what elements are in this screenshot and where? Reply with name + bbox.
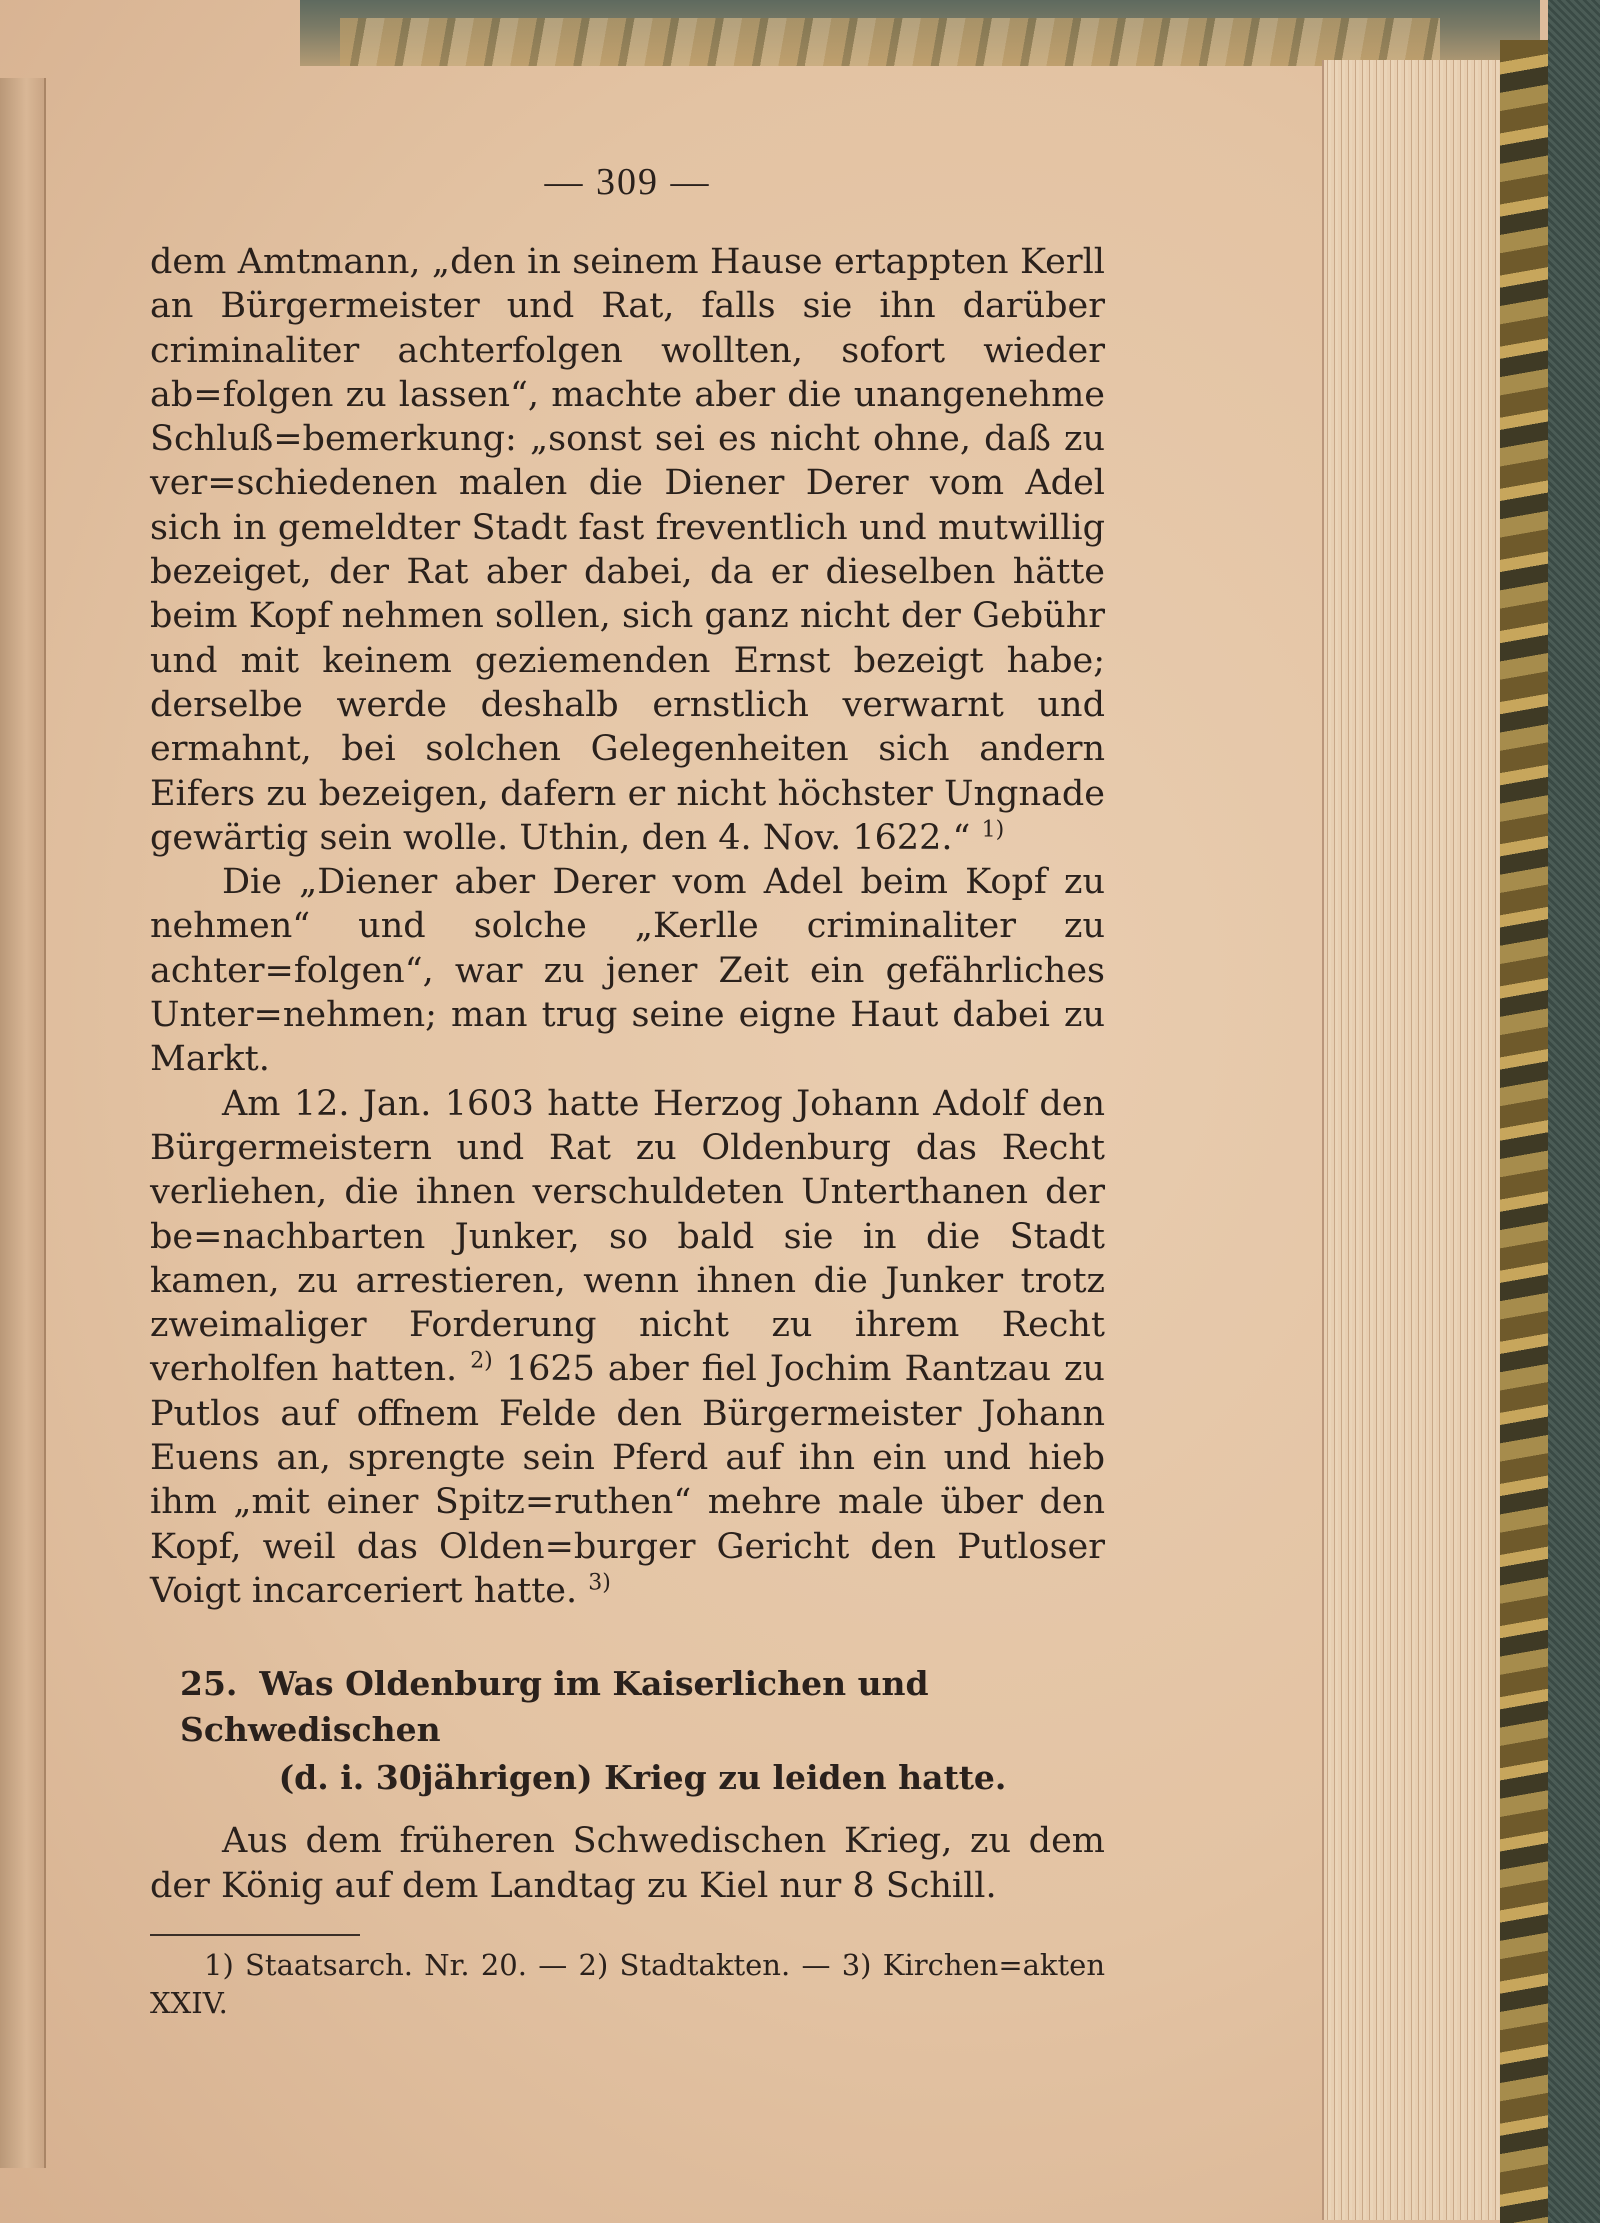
paragraph — [150, 1082, 1105, 1614]
section-title-line-2: (d. i. 30jährigen) Krieg zu leiden hatte. — [278, 1758, 1007, 1798]
footnote-mark: 1) — [981, 817, 1005, 843]
cloth-cover-spine — [1548, 0, 1600, 2223]
paragraph-text: 1625 aber fiel Jochim Rantzau zu Putlos auf offnem Felde den Bürgermeister Johann Euens an, sprengte sein Pferd auf ihn ein und hieb ihm „mit einer Spitz=ruthen“ mehre male über den Kopf, weil das Olden=burger Gericht den Putloser Voigt incarceriert hatte. — [150, 1349, 1105, 1611]
section-heading — [180, 1661, 1105, 1801]
marbled-edge — [340, 18, 1440, 66]
section-number: 25. — [180, 1664, 238, 1704]
page-number: — 309 — — [544, 161, 711, 203]
footnote-mark: 2) — [470, 1348, 493, 1374]
paragraph — [150, 240, 1105, 860]
section-title-line-1: Was Oldenburg im Kaiserlichen und Schwedischen — [180, 1664, 929, 1750]
page-body — [150, 240, 1105, 1613]
paragraph-text: dem Amtmann, „den in seinem Hause ertappten Kerll an Bürgermeister und Rat, falls sie ihn darüber criminaliter achterfolgen wollten, sofort wieder ab=folgen zu lassen“, machte aber die unangenehme Schluß=bemerkung: „sonst sei es nicht ohne, daß zu ver=schiedenen malen die Diener Derer vom Adel sich in gemeldter Stadt fast freventlich und mutwillig bezeiget, der Rat aber dabei, da er dieselben hätte beim Kopf nehmen sollen, sich ganz nicht der Gebühr und mit keinem geziemenden Ernst bezeigt habe; derselbe werde deshalb ernstlich verwarnt und ermahnt, bei solchen Gelegenheiten sich andern Eifers zu bezeigen, dafern er nicht höchster Ungnade gewärtig sein wolle. Uthin, den 4. Nov. 1622.“ — [150, 242, 1105, 858]
paragraph: Aus dem früheren Schwedischen Krieg, zu dem der König auf dem Landtag zu Kiel nur 8 Schill. — [150, 1821, 1105, 1906]
page-stack-edge — [1322, 60, 1502, 2220]
paragraph: Die „Diener aber Derer vom Adel beim Kopf zu nehmen“ und solche „Kerlle criminaliter zu achter=folgen“, war zu jener Zeit ein gefährliches Unter=nehmen; man trug seine eigne Haut dabei zu Markt. — [150, 862, 1105, 1080]
left-facing-page-edge — [0, 78, 46, 2168]
footnote-mark: 3) — [588, 1570, 611, 1596]
footnote-rule — [150, 1934, 360, 1936]
paragraph-text: Am 12. Jan. 1603 hatte Herzog Johann Adolf den Bürgermeistern und Rat zu Oldenburg das Recht verliehen, die ihnen verschuldeten Unterthanen der be=nachbarten Junker, so bald sie in die Stadt kamen, zu arrestieren, wenn ihnen die Junker trotz zweimaliger Forderung nicht zu ihrem Recht verholfen hatten. — [150, 1083, 1105, 1390]
footnote: 1) Staatsarch. Nr. 20. — 2) Stadtakten. — 3) Kirchen=akten XXIV. — [150, 1947, 1105, 2020]
book-page — [150, 160, 1105, 2020]
section-body — [150, 1819, 1105, 1908]
top-cover-edge — [300, 0, 1540, 66]
